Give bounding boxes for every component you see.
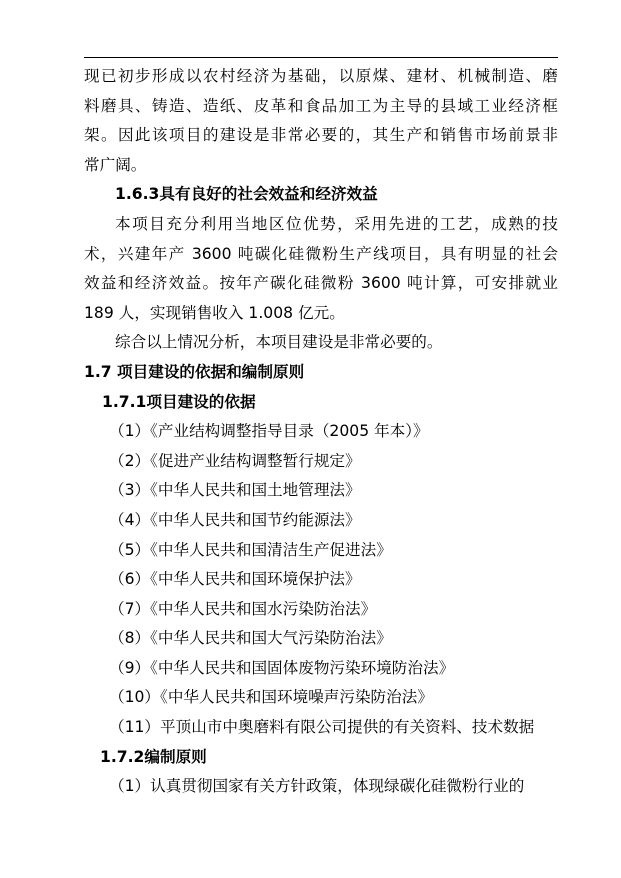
basis-item: （1）《产业结构调整指导目录（2005 年本）》 [109,422,429,441]
section-heading-1-7-1: 1.7.1项目建设的依据 [102,392,256,411]
section-heading-1-7: 1.7 项目建设的依据和编制原则 [84,362,305,381]
basis-item: （7）《中华人民共和国水污染防治法》 [109,599,377,618]
basis-item: （10）《中华人民共和国环境噪声污染防治法》 [109,688,433,707]
section-heading-1-7-2: 1.7.2编制原则 [100,747,207,766]
document-page [84,62,558,802]
basis-item: （4）《中华人民共和国节约能源法》 [109,510,361,529]
basis-item: （2）《促进产业结构调整暂行规定》 [109,451,361,470]
paragraph-line: 效益和经济效益。按年产碳化硅微粉 3600 吨计算，可安排就业 [84,274,558,293]
paragraph-line: 现已初步形成以农村经济为基础，以原煤、建材、机械制造、磨 [84,67,558,85]
paragraph-line: 常广阔。 [84,155,147,174]
section-heading-1-6-3: 1.6.3具有良好的社会效益和经济效益 [115,185,378,204]
paragraph-line: 术，兴建年产 3600 吨碳化硅微粉生产线项目，具有明显的社会 [84,244,558,263]
summary-line: 综合以上情况分析，本项目建设是非常必要的。 [115,333,443,352]
basis-item: （3）《中华人民共和国土地管理法》 [109,481,361,500]
paragraph-line: 料磨具、铸造、造纸、皮革和食品加工为主导的县域工业经济框 [84,96,558,115]
header-rule [84,57,558,58]
basis-item: （8）《中华人民共和国大气污染防治法》 [109,629,392,648]
paragraph-line: 本项目充分利用当地区位优势，采用先进的工艺，成熟的技 [115,214,558,233]
principle-item: （1）认真贯彻国家有关方针政策，体现绿碳化硅微粉行业的 [109,777,525,796]
paragraph-line: 架。因此该项目的建设是非常必要的，其生产和销售市场前景非 [84,126,558,145]
basis-item: （9）《中华人民共和国固体废物污染环境防治法》 [109,658,455,677]
basis-item: （11）平顶山市中奥磨料有限公司提供的有关资料、技术数据 [109,718,535,737]
paragraph-line: 189 人，实现销售收入 1.008 亿元。 [84,303,345,322]
basis-item: （5）《中华人民共和国清洁生产促进法》 [109,540,392,559]
basis-item: （6）《中华人民共和国环境保护法》 [109,570,361,589]
